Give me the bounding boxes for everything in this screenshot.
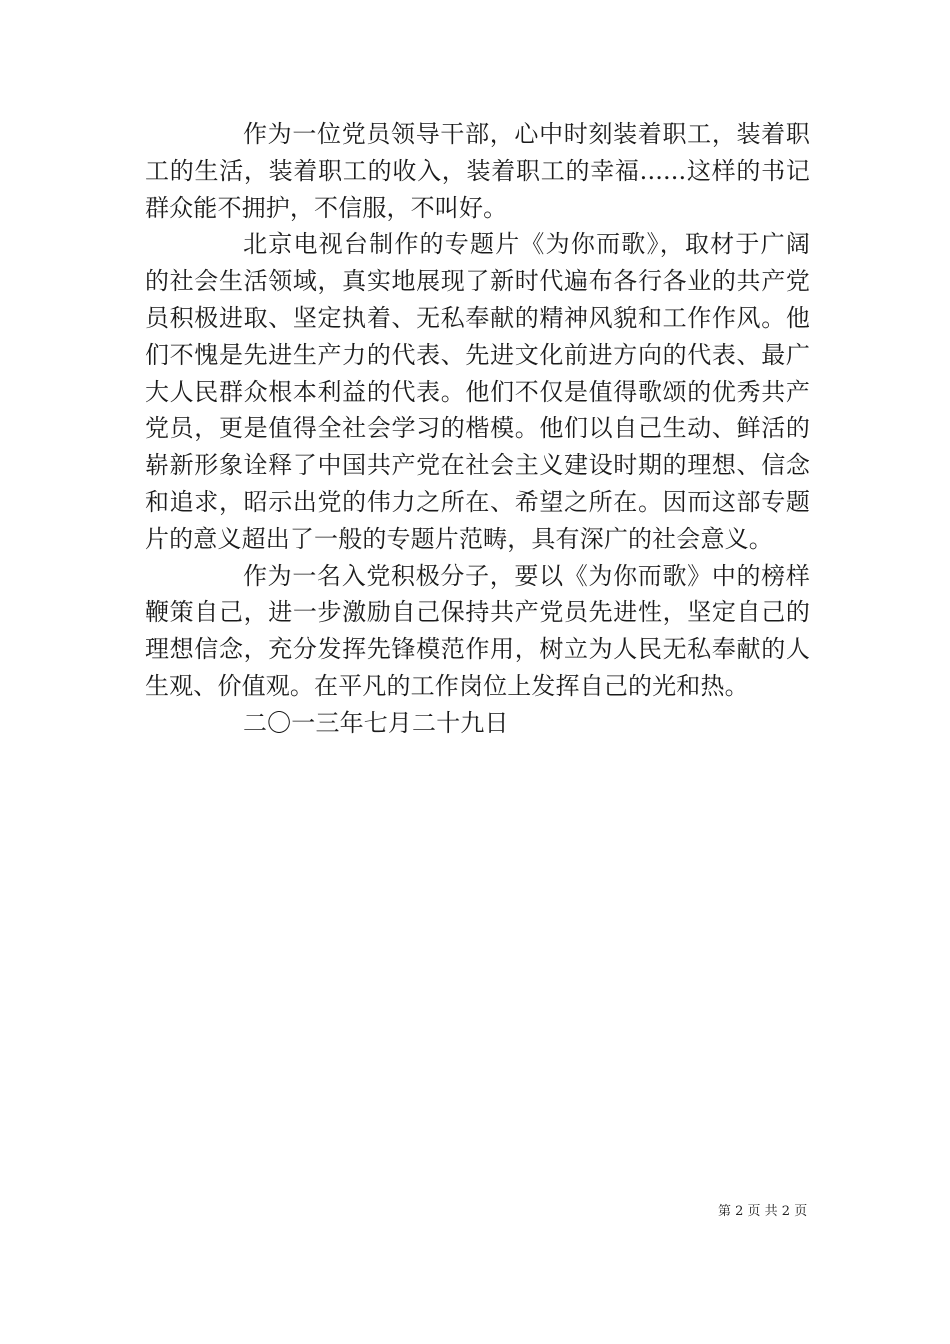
document-date: 二〇一三年七月二十九日 [243,708,509,737]
paragraph-1: 作为一位党员领导干部，心中时刻装着职工，装着职工的生活，装着职工的收入，装着职工的幸福......这样的书记群众能不拥护，不信服，不叫好。 [145,120,810,222]
page-number-footer: 第 2 页 共 2 页 [718,1204,808,1219]
document-body [145,116,810,742]
paragraph-2: 北京电视台制作的专题片《为你而歌》，取材于广阔的社会生活领域，真实地展现了新时代遍布各行各业的共产党员积极进取、坚定执着、无私奉献的精神风貌和工作作风。他们不愧是先进生产力的代表、先进文化前进方向的代表、最广大人民群众根本利益的代表。他们不仅是值得歌颂的优秀共产党员，更是值得全社会学习的楷模。他们以自己生动、鲜活的崭新形象诠释了中国共产党在社会主义建设时期的理想、信念和追求，昭示出党的伟力之所在、希望之所在。因而这部专题片的意义超出了一般的专题片范畴，具有深广的社会意义。 [145,230,810,553]
paragraph-3: 作为一名入党积极分子，要以《为你而歌》中的榜样鞭策自己，进一步激励自己保持共产党员先进性，坚定自己的理想信念，充分发挥先锋模范作用，树立为人民无私奉献的人生观、价值观。在平凡的工作岗位上发挥自己的光和热。 [145,561,810,700]
